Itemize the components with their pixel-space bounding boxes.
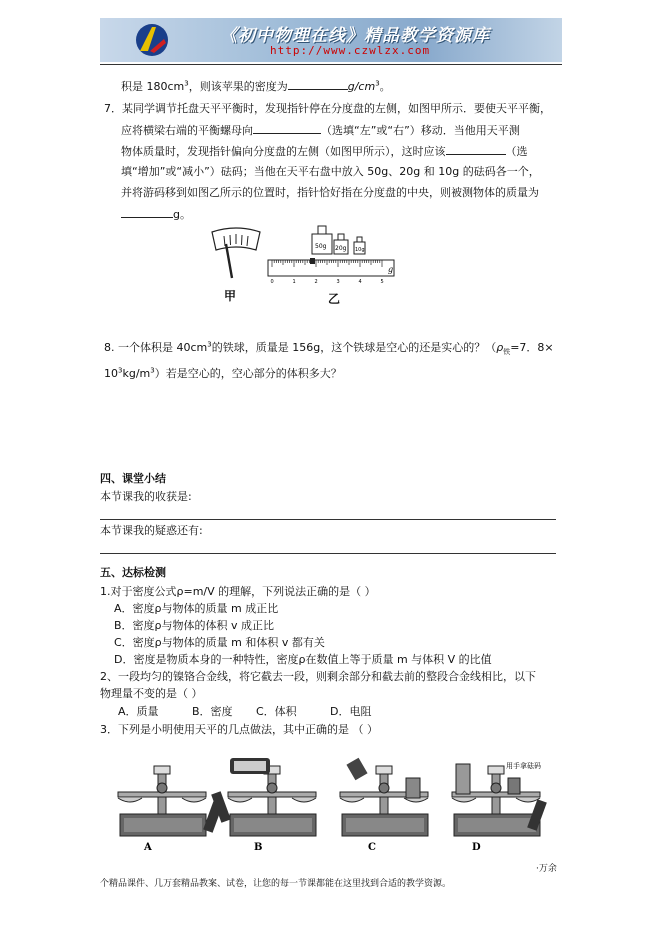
doubt-answer-line[interactable] [100,553,556,554]
q8-line1: 8. 一个体积是 $40cm^3$的铁球，质量是 156g，这个铁球是空心的还是实心的？（$\rho_铁=7$．8× [104,340,554,357]
q7-line5: 并将游码移到如图乙所示的位置时，指针恰好指在分度盘的中央，则被测物体的质量为 [121,186,539,199]
pointer-needle [226,244,232,278]
header-rule [100,64,562,65]
logo-icon [130,21,174,59]
balance-label-b: B [254,842,263,853]
ruler-tick-label: 2 [314,279,318,285]
balance-b [211,758,316,836]
balance-label-a: A [144,842,152,853]
rider-slider [310,258,315,264]
figure-jia-label: 甲 [224,289,237,303]
q7-line1: 7．某同学调节托盘天平平衡时，发现指针停在分度盘的左侧，如图甲所示．要使天平平衡， [104,102,551,115]
test-q2-option-c[interactable]: C．体积 [256,705,297,718]
test-q3: 3．下列是小明使用天平的几点做法，其中正确的是 （ ） [100,723,378,736]
q7-line2: 应将横梁右端的平衡螺母向 （选填“左”或“右”）移动．当他用天平测 [121,124,520,137]
figure-jia-scale-dial [206,226,266,284]
q7-blank-3[interactable] [121,206,173,218]
q7-line3: 物体质量时，发现指针偏向分度盘的左侧（如图甲所示），这时应该 （选 [121,145,528,158]
figure-yi-weights-ruler [266,220,402,288]
q7-blank-1[interactable] [253,122,321,134]
balance-illustrations [114,748,574,860]
banner-title: 《初中物理在线》精品教学资源库 [220,26,490,46]
balance-a [118,766,223,836]
summary-heading: 四、课堂小结 [100,472,166,485]
test-q1: 1.对于密度公式ρ=m/V 的理解，下列说法正确的是（ ） [100,585,376,598]
balance-d [452,761,547,836]
q6-blank[interactable] [288,78,348,90]
header-banner [100,18,562,62]
test-q2-option-a[interactable]: A．质量 [118,705,159,718]
q8-line2: $10^3kg/m^3$）若是空心的，空心部分的体积多大？ [104,366,342,380]
test-q1-option-c[interactable]: C．密度ρ与物体的质量 m 和体积 v 都有关 [114,636,325,649]
ruler-tick-label: 1 [292,279,296,285]
ruler-tick-label: 5 [380,279,384,285]
ruler-tick-label: 0 [270,279,274,285]
summary-gain: 本节课我的收获是: [100,490,192,503]
test-q2-line1: 2、一段均匀的镍铬合金线，将它截去一段，则剩余部分和截去前的整段合金线相比，以下 [100,670,536,683]
balance-c [340,758,428,836]
q7-line4: 填“增加”或“减小”）砝码；当他在天平右盘中放入 50g、20g 和 10g 的砝码各一个， [121,165,540,178]
q7-line6: g。 [121,206,191,223]
test-q2-option-b[interactable]: B．密度 [192,705,233,718]
banner-url: http://www.czwlzx.com [270,44,431,57]
ruler-tick-label: 4 [358,279,362,285]
weight-20g: 20g [335,245,347,252]
test-q1-option-a[interactable]: A．密度ρ与物体的质量 m 成正比 [114,602,279,615]
test-heading: 五、达标检测 [100,566,166,579]
gain-answer-line[interactable] [100,519,556,520]
summary-doubt: 本节课我的疑惑还有: [100,524,203,537]
test-q2-option-d[interactable]: D．电阻 [330,705,372,718]
test-q2-line2: 物理量不变的是（ ） [100,687,203,700]
footer-left: 个精品课件、几万套精品教案、试卷，让您的每一节课都能在这里找到合适的教学资源。 [100,879,452,889]
q6-tail: 积是 $180cm^3$，则该苹果的密度为 $g/cm^3$。 [121,79,391,93]
balance-d-note: 用手拿砝码 [506,762,541,770]
weight-10g: 10g [355,247,365,253]
ruler-unit: g [388,265,394,274]
figure-yi-label: 乙 [328,292,341,306]
test-q1-option-d[interactable]: D．密度是物质本身的一种特性，密度ρ在数值上等于质量 m 与体积 V 的比值 [114,653,492,666]
balance-label-d: D [472,842,481,853]
footer-right: ·万余 [536,864,557,874]
weight-50g: 50g [315,243,327,250]
test-q1-option-b[interactable]: B．密度ρ与物体的体积 v 成正比 [114,619,275,632]
q7-blank-2[interactable] [446,143,506,155]
balance-label-c: C [368,842,376,853]
ruler-tick-label: 3 [336,279,340,285]
